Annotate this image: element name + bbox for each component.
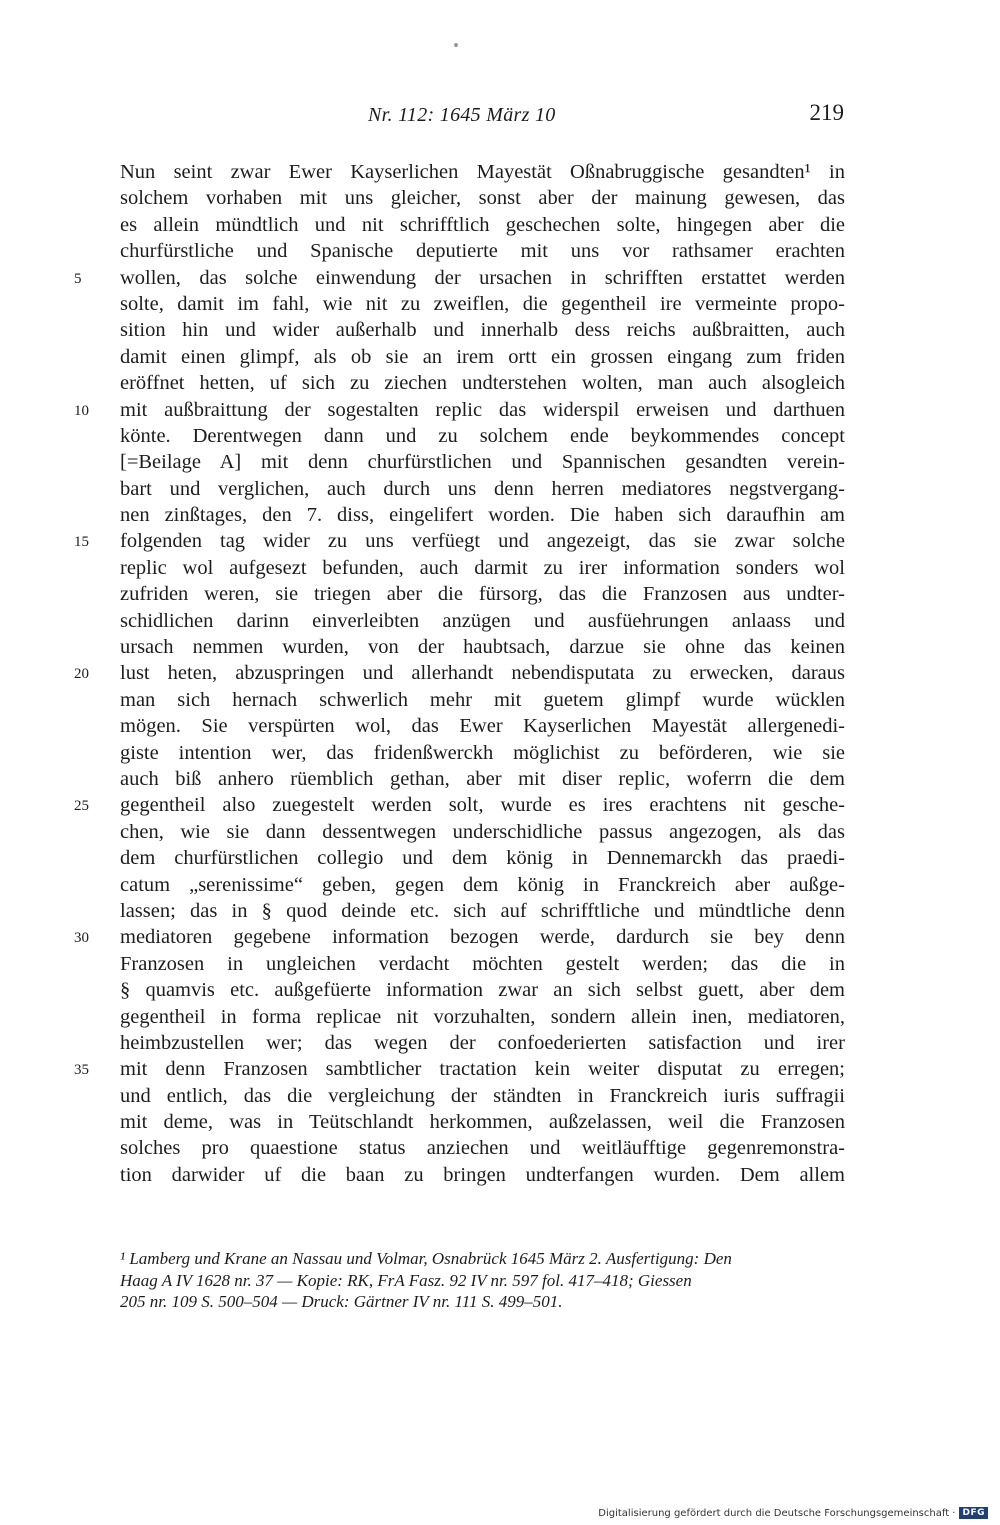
line-text: mediatoren gegebene information bezogen werde, dardurch sie bey denn: [120, 926, 845, 949]
text-line: [120, 687, 845, 713]
line-text: wollen, das solche einwendung der ursachen in schrifften erstattet werden: [120, 266, 845, 289]
text-line: [120, 766, 845, 792]
text-line: [120, 502, 845, 528]
text-line: [120, 555, 845, 581]
text-line: [120, 951, 845, 977]
line-text: auch biß anhero rüemblich gethan, aber mit diser replic, woferrn die dem: [120, 767, 845, 790]
text-line: [120, 634, 845, 660]
line-text: dem churfürstlichen collegio und dem könig in Dennemarckh das praedi-: [120, 847, 845, 870]
line-text: Nun seint zwar Ewer Kayserlichen Mayestät Oßnabruggische gesandten¹ in: [120, 161, 845, 183]
line-number: 35: [74, 1062, 89, 1079]
line-text: es allein mündtlich und nit schrifftlich geschechen solte, hingegen aber die: [120, 213, 845, 236]
footnote-line: Haag A IV 1628 nr. 37 — Kopie: RK, FrA Fasz. 92 IV nr. 597 fol. 417–418; Giessen: [120, 1270, 692, 1290]
text-line: [120, 212, 845, 238]
line-text: heimbzustellen wer; das wegen der confoederierten satisfaction und irer: [120, 1031, 845, 1054]
line-number: 30: [74, 930, 89, 947]
line-text: könte. Derentwegen dann und zu solchem ende beykommendes concept: [120, 424, 845, 447]
line-text: chen, wie sie dann dessentwegen underschidliche passus angezogen, als das: [120, 820, 845, 843]
text-line: [120, 898, 845, 924]
text-line: [120, 581, 845, 607]
line-text: lassen; das in § quod deinde etc. sich auf schrifftliche und mündtliche denn: [120, 899, 845, 922]
line-text: folgenden tag wider zu uns verfüegt und angezeigt, das sie zwar solche: [120, 530, 845, 553]
page-number: 219: [809, 100, 844, 125]
footnote-line: ¹ Lamberg und Krane an Nassau und Volmar, Osnabrück 1645 März 2. Ausfertigung: Den: [120, 1249, 732, 1268]
line-text: mit außbraittung der sogestalten replic das widerspil erweisen und darthuen: [120, 398, 845, 421]
footnote-line: 205 nr. 109 S. 500–504 — Druck: Gärtner IV nr. 111 S. 499–501.: [120, 1292, 563, 1311]
line-text: schidlichen darinn einverleibten anzügen und ausfüehrungen anlaass und: [120, 609, 845, 632]
text-line: [120, 344, 845, 370]
main-text: [74, 159, 845, 1188]
page-header: [0, 100, 1000, 134]
line-text: catum „serenissime“ geben, gegen dem könig in Franckreich aber außge-: [120, 873, 845, 896]
line-text: solches pro quaestione status anziechen und weitläufftige gegenremonstra-: [120, 1137, 845, 1160]
line-text: man sich hernach schwerlich mehr mit guetem glimpf wurde wücklen: [120, 688, 845, 711]
line-number: 5: [74, 270, 82, 287]
text-line: [120, 423, 845, 449]
line-text: zufriden weren, sie triegen aber die fürsorg, das die Franzosen aus undter-: [120, 583, 845, 606]
line-text: tion darwider uf die baan zu bringen undterfangen wurden. Dem allem: [120, 1163, 845, 1186]
running-head: Nr. 112: 1645 März 10: [368, 104, 556, 126]
text-line: [74, 528, 845, 554]
text-line: [120, 740, 845, 766]
text-line: [120, 238, 845, 264]
page-footer: [598, 1507, 988, 1519]
line-text: gegentheil also zuegestelt werden solt, wurde es ires erachtens nit gesche-: [120, 794, 845, 817]
text-line: [74, 397, 845, 423]
dfg-logo: DFG: [959, 1507, 988, 1519]
text-line: [120, 977, 845, 1003]
line-text: [=Beilage A] mit denn churfürstlichen und Spannischen gesandten verein-: [120, 451, 845, 474]
text-line: [120, 713, 845, 739]
text-line: [74, 1056, 845, 1082]
line-text: mögen. Sie verspürten wol, das Ewer Kayserlichen Mayestät allergenedi-: [120, 715, 845, 738]
text-line: [120, 291, 845, 317]
line-text: churfürstliche und Spanische deputierte mit uns vor rathsamer erachten: [120, 240, 845, 263]
footnote: [120, 1248, 845, 1313]
text-line: [74, 792, 845, 818]
text-line: [120, 1135, 845, 1161]
line-text: ursach nemmen wurden, von der haubtsach, darzue sie ohne das keinen: [120, 636, 845, 659]
line-text: solte, damit im fahl, wie nit zu zweiflen, die gegentheil ire vermeinte propo-: [120, 292, 845, 315]
text-line: [120, 317, 845, 343]
text-line: [120, 1004, 845, 1030]
text-line: [120, 819, 845, 845]
line-text: sition hin und wider außerhalb und innerhalb dess reichs außbraitten, auch: [120, 319, 845, 342]
line-number: 15: [74, 534, 89, 551]
line-text: solchem vorhaben mit uns gleicher, sonst aber der mainung gewesen, das: [120, 187, 845, 210]
text-line: [120, 370, 845, 396]
line-text: Franzosen in ungleichen verdacht möchten gestelt werden; das die in: [120, 952, 845, 975]
line-number: 10: [74, 402, 89, 419]
line-text: mit deme, was in Teütschlandt herkommen, außzelassen, weil die Franzosen: [120, 1111, 845, 1134]
line-text: nen zinßtages, den 7. diss, eingelifert worden. Die haben sich daraufhin am: [120, 504, 845, 527]
line-number: 25: [74, 798, 89, 815]
text-line: [120, 159, 845, 185]
line-text: bart und verglichen, auch durch uns denn herren mediatores negstvergang-: [120, 477, 845, 500]
text-line: [120, 476, 845, 502]
text-line: [120, 1083, 845, 1109]
line-text: und entlich, das die vergleichung der ständten in Franckreich iuris suffragii: [120, 1084, 845, 1107]
line-text: mit denn Franzosen sambtlicher tractation kein weiter disputat zu erregen;: [120, 1058, 845, 1081]
line-text: giste intention wer, das fridenßwerckh möglichist zu beförderen, wie sie: [120, 741, 845, 764]
line-text: replic wol aufgesezt befunden, auch darmit zu irer information sonders wol: [120, 556, 845, 579]
line-text: lust heten, abzuspringen und allerhandt nebendisputata zu erwecken, daraus: [120, 662, 845, 685]
line-text: damit einen glimpf, als ob sie an irem ortt ein grossen eingang zum friden: [120, 345, 845, 368]
line-text: eröffnet hetten, uf sich zu ziechen undterstehen wolten, man auch alsogleich: [120, 372, 845, 395]
text-line: [74, 265, 845, 291]
text-line: [74, 924, 845, 950]
line-text: § quamvis etc. außgefüerte information zwar an sich selbst guett, aber dem: [120, 979, 845, 1002]
text-line: [74, 660, 845, 686]
line-text: gegentheil in forma replicae nit vorzuhalten, sondern allein inen, mediatoren,: [120, 1005, 845, 1028]
text-line: [120, 185, 845, 211]
text-line: [120, 449, 845, 475]
text-line: [120, 845, 845, 871]
line-number: 20: [74, 666, 89, 683]
text-line: [120, 1162, 845, 1188]
text-line: [120, 1109, 845, 1135]
text-line: [120, 608, 845, 634]
text-line: [120, 872, 845, 898]
scan-speck: [454, 43, 458, 47]
funding-credit: Digitalisierung gefördert durch die Deutsche Forschungsgemeinschaft ·: [598, 1507, 956, 1519]
text-line: [120, 1030, 845, 1056]
